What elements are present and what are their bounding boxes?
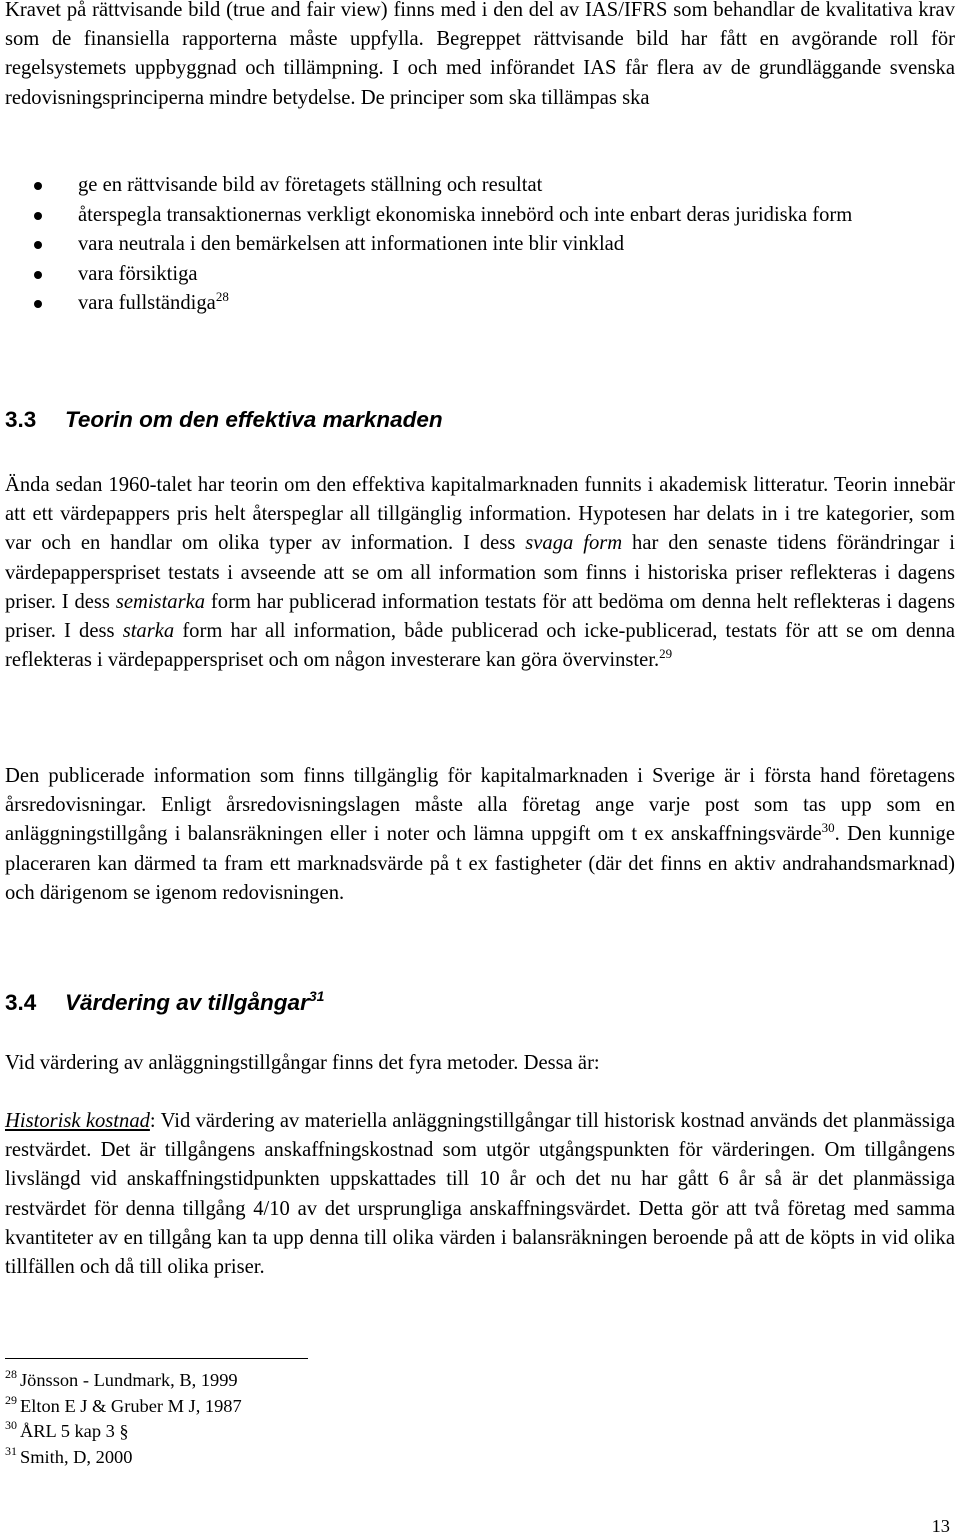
bullet-icon [34, 300, 42, 308]
emphasis-strong: starka [122, 620, 175, 643]
paragraph-historical-cost: Historisk kostnad: Vid värdering av materiella anläggningstillgångar till historisk kostnad används det planmässiga restvärdet. Det är tillgångens anskaffningskostnad som utgör utgångspunkten för värderingen. Om tillgångens livslängd vid anskaffningstidpunkten uppskattades till 10 år och det nu har gått 6 år så är det planmässiga restvärdet för denna tillgång 4/10 av det ursprungliga anskaffningsvärdet. Detta gör att två företag med samma kvantiteter av en tillgång kan ta upp denna till olika värden i balansräkningen beroende på att de köpts in vid olika tillfällen och då till olika priser. [5, 1110, 956, 1279]
bullet-icon [34, 212, 42, 220]
paragraph-valuation-methods: Vid värdering av anläggningstillgångar finns det fyra metoder. Dessa är: [5, 1052, 600, 1074]
page-number: 13 [931, 1516, 950, 1536]
list-item: ge en rättvisande bild av företagets ställning och resultat [5, 171, 955, 201]
footnote-ref: 31 [308, 988, 325, 1004]
principles-list [5, 171, 955, 319]
emphasis-weak-form: svaga form [525, 532, 623, 555]
paragraph-published-information: Den publicerade information som finns tillgänglig för kapitalmarknaden i Sverige är i första hand företagens årsredovisningar. Enligt årsredovisningslagen måste alla företag ange varje post som tas upp som en anläggningstillgång i balansräkningen eller i noter och lämna uppgift om t ex anskaffningsvärde$^{30}$. Den kunnige placeraren kan därmed ta fram ett marknadsvärde på t ex fastigheter (där det finns en aktiv andrahandsmarknad) och därigenom se igenom redovisningen. [5, 765, 955, 904]
footnotes [5, 1368, 605, 1470]
list-item: vara försiktiga [5, 260, 955, 290]
footnote: $^{28}$ Jönsson - Lundmark, B, 1999 [5, 1367, 238, 1390]
bullet-icon [34, 241, 42, 249]
section-heading-3-4 [5, 989, 324, 1017]
footnote: $^{29}$ Elton E J & Gruber M J, 1987 [5, 1392, 242, 1416]
bullet-icon [34, 271, 42, 279]
footnote-ref: 29 [659, 646, 673, 662]
section-title: Teorin om den effektiva marknaden [65, 407, 443, 432]
paragraph-true-and-fair-view: Kravet på rättvisande bild (true and fair view) finns med i den del av IAS/IFRS som behandlar de kvalitativa krav som de finansiella rapporterna måste uppfylla. Begreppet rättvisande bild har fått en avgörande roll för regelsystemets uppbyggnad och tillämpning. I och med införandet IAS får flera av de grundläggande svenska redovisningsprinciperna mindre betydelse. De principer som ska tillämpas ska [5, 0, 955, 109]
emphasis-semi-strong: semistarka [115, 590, 206, 613]
footnote-ref: 30 [821, 820, 835, 836]
section-title: Värdering av tillgångar [65, 990, 309, 1015]
term-historical-cost: Historisk kostnad [5, 1110, 150, 1132]
footnote: $^{30}$ ÅRL 5 kap 3 § [5, 1418, 129, 1442]
footnote-ref: 28 [215, 289, 229, 305]
section-heading-3-3 [5, 406, 443, 434]
section-number: 3.3 [5, 407, 37, 432]
section-number: 3.4 [5, 990, 37, 1015]
list-item: vara neutrala i den bemärkelsen att informationen inte blir vinklad [5, 230, 955, 260]
footnote-divider [5, 1358, 308, 1359]
paragraph-efficient-market: Ända sedan 1960-talet har teorin om den effektiva kapitalmarknaden funnits i akademisk litteratur. Teorin innebär att ett värdepappers pris helt återspeglar all tillgänglig information. Hypotesen har delats in i tre kategorier, som var och en handlar om olika typer av information. I dess svaga form har den senaste tidens förändringar i värdepapperspriset testats i avseende att se om all information som finns i historiska priser reflekteras i dagens priser. I dess semistarka form har publicerad information testats för att bedöma om denna helt reflekteras i dagens priser. I dess starka form har all information, både publicerad och icke-publicerad, testats för att se om denna reflekteras i värdepapperspriset och om någon investerare kan göra övervinster.$^{29}$ [5, 474, 956, 672]
bullet-icon [34, 182, 42, 190]
list-item: återspegla transaktionernas verkligt ekonomiska innebörd och inte enbart deras juridiska form [5, 201, 955, 231]
list-item: vara fullständiga$^{28}$ [5, 289, 955, 319]
footnote: $^{31}$ Smith, D, 2000 [5, 1443, 133, 1467]
